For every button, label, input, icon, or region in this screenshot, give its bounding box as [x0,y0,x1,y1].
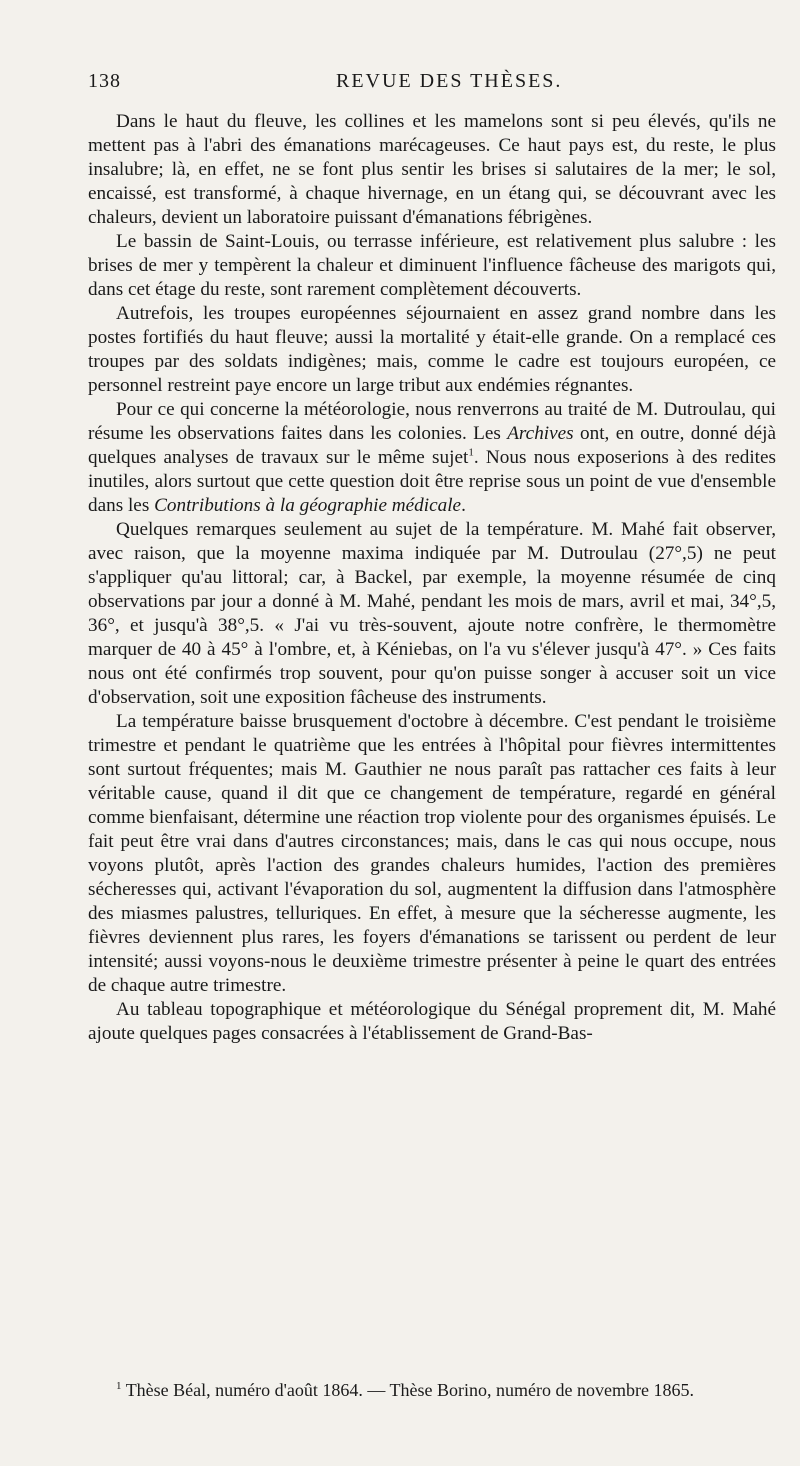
archives-title: Archives [507,423,574,444]
page-number: 138 [88,70,121,92]
footnote-text: Thèse Béal, numéro d'août 1864. — Thèse Borino, numéro de novembre 1865. [125,1380,694,1400]
running-title: REVUE DES THÈSES. [336,70,563,92]
body-text [88,110,776,1046]
footnote [88,1378,776,1402]
page-header [88,70,768,100]
paragraph-saint-louis: Le bassin de Saint-Louis, ou terrasse inférieure, est relativement plus salubre : les brises de mer y tempèrent la chaleur et diminuent l'influence fâcheuse des marigots qui, dans cet étage du reste, sont rarement complètement découverts. [88,231,776,300]
footnote-marker: 1 [116,1380,122,1392]
footnote-reference: 1 [468,446,474,459]
paragraph-meteorology [88,398,776,518]
paragraph-grand-bassam: Au tableau topographique et météorologique du Sénégal proprement dit, M. Mahé ajoute quelques pages consacrées à l'établissement de Grand-Bas- [88,999,776,1044]
meteo-text-before: Pour ce qui concerne la météorologie, nous renverrons au traité de M. Dutroulau, qui résume les observations faites dans les colonies. Les [88,399,776,444]
paragraph-upper-river: Dans le haut du fleuve, les collines et les mamelons sont si peu élevés, qu'ils ne mettent pas à l'abri des émanations marécageuses. Ce haut pays est, du reste, le plus insalubre; là, en effet, ne se font plus sentir les brises si salutaires de la mer; le sol, encaissé, est transformé, à chaque hivernage, en un étang qui, se découvrant avec les chaleurs, devient un laboratoire puissant d'émanations fébrigènes. [88,111,776,228]
paragraph-troops: Autrefois, les troupes européennes séjournaient en assez grand nombre dans les postes fortifiés du haut fleuve; aussi la mortalité y était-elle grande. On a remplacé ces troupes par des soldats indigènes; mais, comme le cadre est toujours européen, ce personnel restreint paye encore un large tribut aux endémies régnantes. [88,303,776,396]
paragraph-temperature: Quelques remarques seulement au sujet de la température. M. Mahé fait observer, avec raison, que la moyenne maxima indiquée par M. Dutroulau (27°,5) ne peut s'appliquer qu'au littoral; car, à Backel, par exemple, la moyenne résumée de cinq observations par jour a donné à M. Mahé, pendant les mois de mars, avril et mai, 34°,5, 36°, et jusqu'à 38°,5. « J'ai vu très-souvent, ajoute notre confrère, le thermomètre marquer de 40 à 45° à l'ombre, et, à Kéniebas, on l'a vu s'élever jusqu'à 47°. » Ces faits nous ont été confirmés trop souvent, pour qu'on puisse songer à accuser soit un vice d'observation, soit une exposition fâcheuse des instruments. [88,519,776,708]
paragraph-seasonal-fevers: La température baisse brusquement d'octobre à décembre. C'est pendant le troisième trimestre et pendant le quatrième que les entrées à l'hôpital pour fièvres intermittentes sont surtout fréquentes; mais M. Gauthier ne nous paraît pas rattacher ces faits à leur véritable cause, quand il dit que ce changement de température, regardé en général comme bienfaisant, détermine une réaction trop violente pour des organismes épuisés. Le fait peut être vrai dans d'autres circonstances; mais, dans le cas qui nous occupe, nous voyons plutôt, après l'action des grandes chaleurs humides, l'action des premières sécheresses qui, activant l'évaporation du sol, augmentent la diffusion dans l'atmosphère des miasmes palustres, telluriques. En effet, à mesure que la sécheresse augmente, les fièvres deviennent plus rares, les foyers d'émanations se tarissent ou perdent de leur intensité; aussi voyons-nous le deuxième trimestre présenter à peine le quart des entrées de chaque autre trimestre. [88,711,776,996]
meteo-text-after: . Nous nous exposerions à des redites inutiles, alors surtout que cette question doit être reprise sous un point de vue d'ensemble dans les [88,447,777,516]
meteo-text-end: . [461,495,466,516]
meteo-text-middle: ont, en outre, donné déjà quelques analyses de travaux sur le même sujet [88,423,776,468]
contributions-title: Contributions à la géographie médicale [154,495,462,516]
footnotes [88,1378,776,1402]
